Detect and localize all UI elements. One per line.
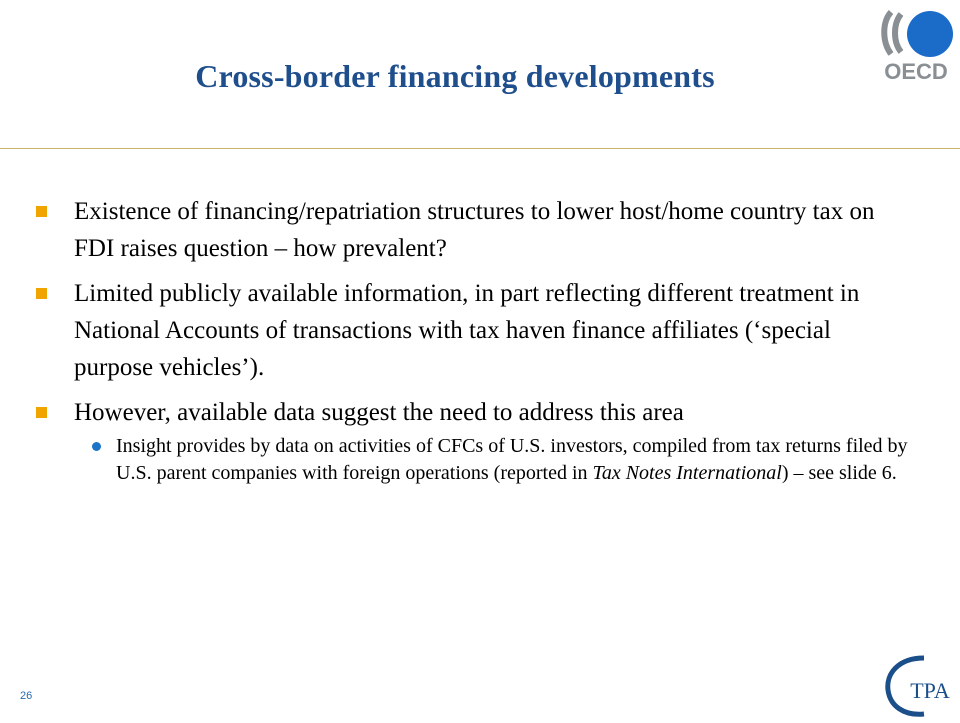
sub-bullet-text-start: Insight provides by data on activities of CFCs of U.S. investors, compiled from tax returns filed by U.S. parent companies with foreign operations (reported in xyxy=(116,435,908,484)
square-bullet-icon xyxy=(36,288,47,299)
publication-title: Tax Notes International xyxy=(592,462,782,484)
oecd-logo xyxy=(874,4,958,82)
bullet-item xyxy=(36,394,916,431)
ctpa-logo-graphic xyxy=(884,654,958,718)
ctpa-logo xyxy=(884,654,958,718)
bullet-list xyxy=(36,193,916,487)
bullet-text: Existence of financing/repatriation structures to lower host/home country tax on FDI raises question – how prevalent? xyxy=(74,198,875,262)
square-bullet-icon xyxy=(36,206,47,217)
bullet-text: Limited publicly available information, in part reflecting different treatment in National Accounts of transactions with tax haven finance affiliates (‘special purpose vehicles’). xyxy=(74,280,860,381)
slide-title: Cross-border financing developments xyxy=(195,58,715,94)
page-number: 26 xyxy=(20,690,33,702)
round-bullet-icon xyxy=(92,442,101,451)
sub-bullet-item xyxy=(36,433,916,487)
oecd-logo-text: OECD xyxy=(884,59,948,82)
bullet-item xyxy=(36,193,916,267)
square-bullet-icon xyxy=(36,407,47,418)
bullet-item xyxy=(36,275,916,386)
sub-bullet-text-end: ) – see slide 6. xyxy=(781,462,897,484)
title-divider xyxy=(0,148,960,149)
oecd-logo-graphic xyxy=(874,4,958,82)
bullet-text: However, available data suggest the need to address this area xyxy=(74,399,684,426)
ctpa-logo-text: TPA xyxy=(910,678,950,703)
